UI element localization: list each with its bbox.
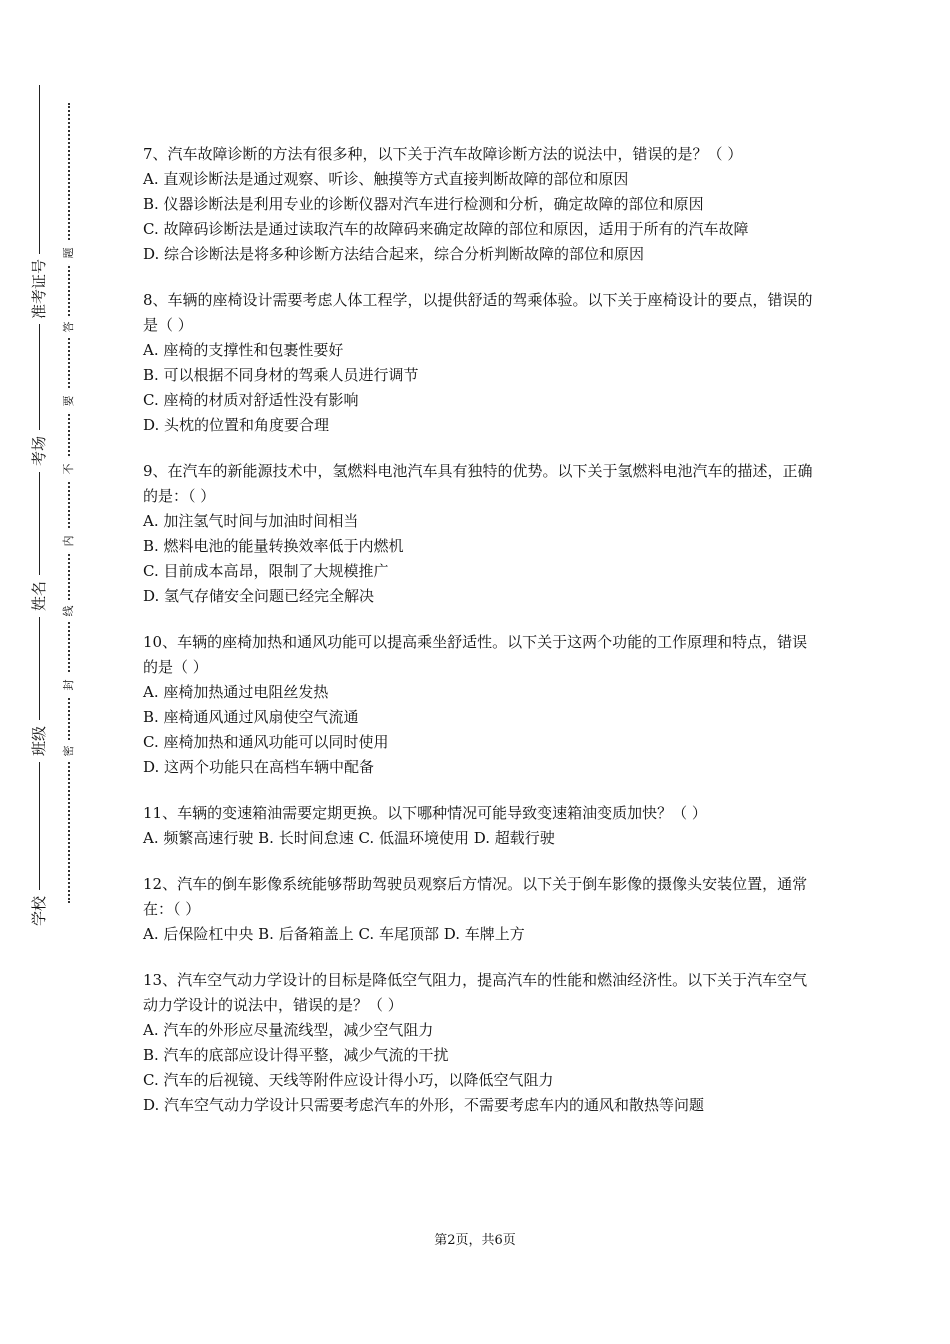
option-d: D. 头枕的位置和角度要合理 — [143, 416, 330, 434]
option-a: A. 加注氢气时间与加油时间相当 — [143, 512, 359, 530]
seal-char: 题 — [60, 242, 78, 264]
option-list — [143, 338, 813, 438]
option-d: D. 综合诊断法是将多种诊断方法结合起来，综合分析判断故障的部位和原因 — [143, 245, 645, 263]
seal-char: 不 — [60, 458, 78, 480]
field-exam-room-label: 考场 — [18, 430, 60, 472]
seal-char: 内 — [60, 530, 78, 552]
question-10 — [143, 630, 813, 780]
option-b: B. 仪器诊断法是利用专业的诊断仪器对汽车进行检测和分析，确定故障的部位和原因 — [143, 195, 704, 213]
question-stem: 11、车辆的变速箱油需要定期更换。以下哪种情况可能导致变速箱油变质加快？（ ） — [143, 804, 707, 822]
seal-char: 要 — [60, 390, 78, 412]
seal-char: 答 — [60, 316, 78, 338]
option-a: A. 座椅的支撑性和包裹性要好 — [143, 341, 344, 359]
question-11 — [143, 801, 813, 851]
binding-margin — [0, 0, 90, 1344]
field-exam-number-label: 准考证号 — [18, 254, 60, 324]
question-list — [143, 142, 813, 1139]
option-d: D. 氢气存储安全问题已经完全解决 — [143, 587, 375, 605]
option-a: A. 座椅加热通过电阻丝发热 — [143, 683, 329, 701]
question-7 — [143, 142, 813, 267]
field-name-label: 姓名 — [18, 575, 60, 617]
question-stem: 12、汽车的倒车影像系统能够帮助驾驶员观察后方情况。以下关于倒车影像的摄像头安装位置，通常在：（ ） — [143, 875, 808, 918]
option-b: B. 座椅通风通过风扇使空气流通 — [143, 708, 359, 726]
option-c: C. 座椅加热和通风功能可以同时使用 — [143, 733, 389, 751]
option-b: B. 汽车的底部应设计得平整，减少气流的干扰 — [143, 1046, 449, 1064]
option-d: D. 汽车空气动力学设计只需要考虑汽车的外形，不需要考虑车内的通风和散热等问题 — [143, 1096, 705, 1114]
option-c: C. 目前成本高昂，限制了大规模推广 — [143, 562, 389, 580]
option-list — [143, 922, 813, 947]
option-b: B. 燃料电池的能量转换效率低于内燃机 — [143, 537, 404, 555]
field-school-label: 学校 — [18, 890, 60, 932]
option-c: C. 座椅的材质对舒适性没有影响 — [143, 391, 359, 409]
seal-char: 线 — [60, 600, 78, 622]
option-c: C. 汽车的后视镜、天线等附件应设计得小巧，以降低空气阻力 — [143, 1071, 554, 1089]
question-stem: 13、汽车空气动力学设计的目标是降低空气阻力，提高汽车的性能和燃油经济性。以下关于汽车空气动力学设计的说法中，错误的是？（ ） — [143, 971, 808, 1014]
option-list — [143, 509, 813, 609]
question-9 — [143, 459, 813, 609]
option-list — [143, 826, 813, 851]
option-a: A. 直观诊断法是通过观察、听诊、触摸等方式直接判断故障的部位和原因 — [143, 170, 629, 188]
seal-dotted-line — [68, 103, 70, 903]
option-a: A. 汽车的外形应尽量流线型，减少空气阻力 — [143, 1021, 434, 1039]
question-12 — [143, 872, 813, 947]
question-stem: 9、在汽车的新能源技术中，氢燃料电池汽车具有独特的优势。以下关于氢燃料电池汽车的描述，正确的是：（ ） — [143, 462, 813, 505]
question-stem: 7、汽车故障诊断的方法有很多种，以下关于汽车故障诊断方法的说法中，错误的是？（ ） — [143, 145, 743, 163]
fill-in-line — [39, 85, 40, 918]
option-line: A. 频繁高速行驶 B. 长时间怠速 C. 低温环境使用 D. 超载行驶 — [143, 829, 555, 847]
question-stem: 8、车辆的座椅设计需要考虑人体工程学，以提供舒适的驾乘体验。以下关于座椅设计的要点，错误的是（ ） — [143, 291, 813, 334]
option-c: C. 故障码诊断法是通过读取汽车的故障码来确定故障的部位和原因，适用于所有的汽车故障 — [143, 220, 749, 238]
question-13 — [143, 968, 813, 1118]
option-list — [143, 680, 813, 780]
seal-char: 密 — [60, 740, 78, 762]
page-number: 第2页，共6页 — [434, 1233, 516, 1248]
option-list — [143, 167, 813, 267]
question-8 — [143, 288, 813, 438]
question-stem: 10、车辆的座椅加热和通风功能可以提高乘坐舒适性。以下关于这两个功能的工作原理和特点，错误的是（ ） — [143, 633, 808, 676]
field-class-label: 班级 — [18, 720, 60, 762]
option-b: B. 可以根据不同身材的驾乘人员进行调节 — [143, 366, 419, 384]
option-line: A. 后保险杠中央 B. 后备箱盖上 C. 车尾顶部 D. 车牌上方 — [143, 925, 525, 943]
option-list — [143, 1018, 813, 1118]
option-d: D. 这两个功能只在高档车辆中配备 — [143, 758, 375, 776]
seal-char: 封 — [60, 674, 78, 696]
